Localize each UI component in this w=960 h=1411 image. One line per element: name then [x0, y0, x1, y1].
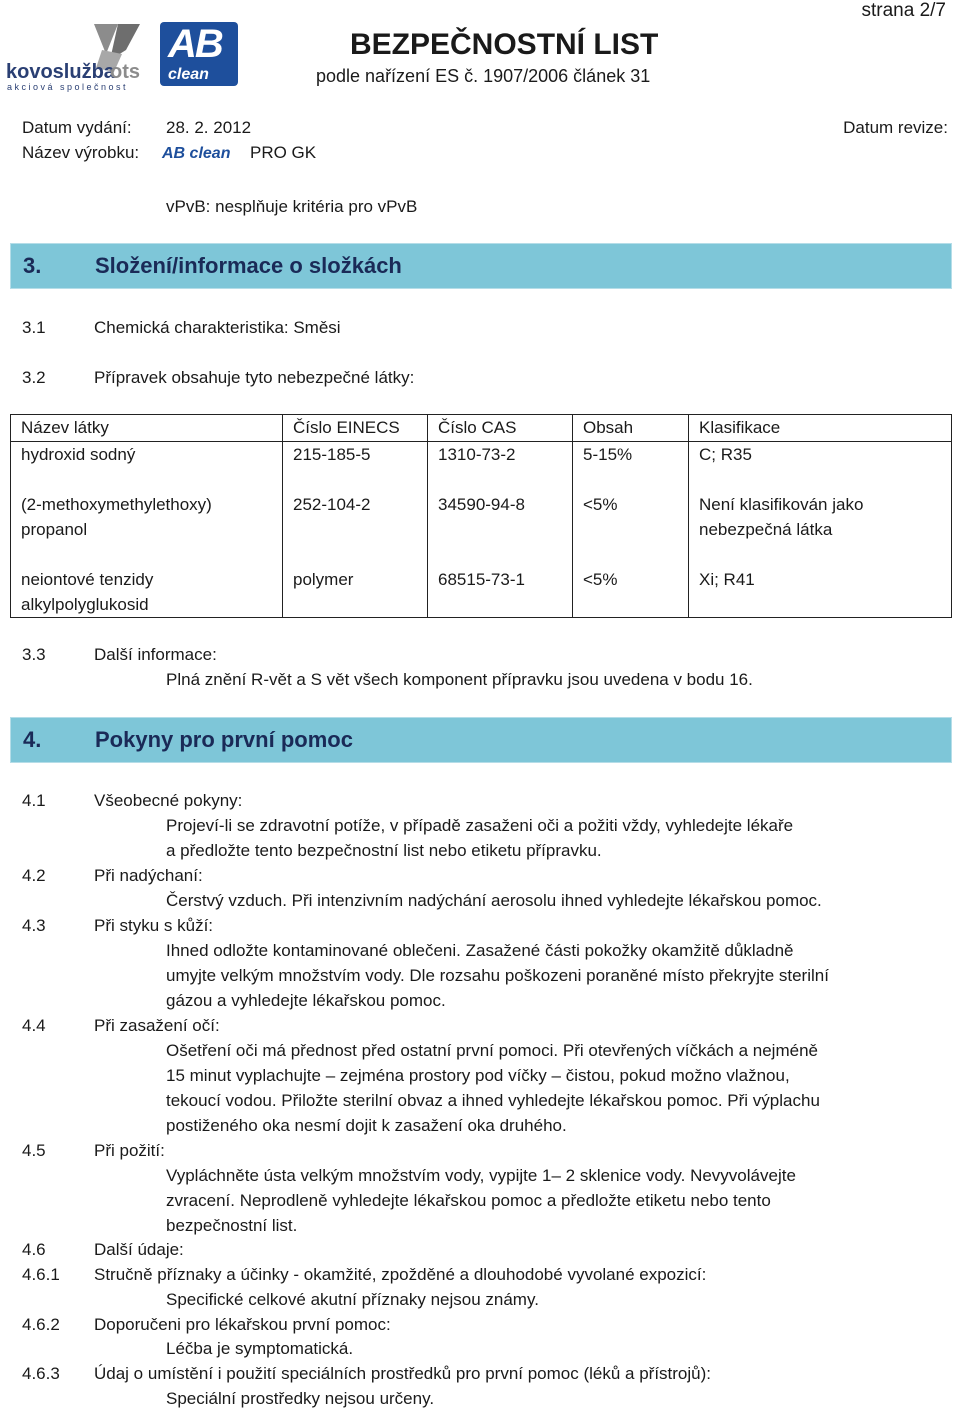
- item-text: Ihned odložte kontaminované oblečeni. Zasažené části pokožky okamžitě důkladně: [166, 941, 794, 960]
- page-number: strana 2/7: [861, 0, 946, 21]
- item-text: Léčba je symptomatická.: [166, 1339, 354, 1358]
- table-cell: hydroxid sodný: [11, 442, 283, 493]
- item-number: 3.3: [22, 645, 46, 664]
- table-cell: 68515-73-1: [428, 567, 573, 618]
- item-text: Čerstvý vzduch. Při intenzivním nadýchání aerosolu ihned vyhledejte lékařskou pomoc.: [166, 891, 822, 910]
- item-number: 4.1: [22, 791, 46, 810]
- item-label: Při požití:: [94, 1141, 165, 1160]
- item-number: 4.6: [22, 1240, 46, 1259]
- table-cell: <5%: [573, 492, 689, 567]
- item-text: Přípravek obsahuje tyto nebezpečné látky:: [94, 368, 415, 387]
- item-text: a předložte tento bezpečnostní list nebo etiketu přípravku.: [166, 841, 602, 860]
- table-cell: 1310-73-2: [428, 442, 573, 493]
- svg-text:kovoslužba: kovoslužba: [6, 61, 115, 83]
- item-label: Všeobecné pokyny:: [94, 791, 243, 810]
- item-number: 4.4: [22, 1016, 46, 1035]
- item-text: gázou a vyhledejte lékařskou pomoc.: [166, 991, 446, 1010]
- item-number: 4.3: [22, 916, 46, 935]
- brand-logo-ab: AB: [168, 22, 222, 66]
- table-header-row: [11, 415, 952, 442]
- company-logo-icon: [6, 20, 146, 92]
- table-cell: 34590-94-8: [428, 492, 573, 567]
- item-label: Při zasažení očí:: [94, 1016, 220, 1035]
- item-label: Údaj o umístění i použití speciálních prostředků pro první pomoc (léků a přístrojů):: [94, 1364, 712, 1383]
- item-text: tekoucí vodou. Přiložte sterilní obvaz a ihned vyhledejte lékařskou pomoc. Při výplachu: [166, 1091, 820, 1110]
- table-row: [11, 442, 952, 493]
- svg-text:akciová společnost: akciová společnost: [7, 82, 129, 92]
- item-text: zvracení. Neprodleně vyhledejte lékařskou pomoc a předložte etiketu nebo tento: [166, 1191, 771, 1210]
- vpvb-line: vPvB: nesplňuje kritéria pro vPvB: [166, 197, 418, 216]
- item-text: Chemická charakteristika: Směsi: [94, 318, 341, 337]
- col-header: Číslo EINECS: [283, 415, 428, 442]
- col-header: Obsah: [573, 415, 689, 442]
- item-text: Projeví-li se zdravotní potíže, v případě zasaženi oči a požiti vždy, vyhledejte lékaře: [166, 816, 794, 835]
- section-3-header: [10, 243, 952, 289]
- table-cell: 215-185-5: [283, 442, 428, 493]
- table-row: [11, 567, 952, 618]
- document-title: BEZPEČNOSTNÍ LIST: [350, 28, 659, 61]
- item-text: umyjte velkým množstvím vody. Dle rozsahu poškozeni poraněné místo překryjte sterilní: [166, 966, 829, 985]
- product-label: Název výrobku:: [22, 143, 140, 162]
- item-text: bezpečnostní list.: [166, 1216, 298, 1235]
- table-cell: (2-methoxymethylethoxy) propanol: [11, 492, 283, 567]
- item-number: 4.6.3: [22, 1364, 60, 1383]
- item-number: 4.2: [22, 866, 46, 885]
- table-cell: Není klasifikován jako nebezpečná látka: [689, 492, 952, 567]
- item-text: Vypláchněte ústa velkým množstvím vody, vypijte 1– 2 sklenice vody. Nevyvolávejte: [166, 1166, 796, 1185]
- col-header: Klasifikace: [689, 415, 952, 442]
- section-4-header: [10, 717, 952, 763]
- product-name: PRO GK: [250, 143, 317, 162]
- item-label: Další údaje:: [94, 1240, 184, 1259]
- item-text: Plná znění R-vět a S vět všech komponent přípravku jsou uvedena v bodu 16.: [166, 670, 753, 689]
- substances-table: [10, 414, 952, 618]
- svg-text:ots: ots: [110, 61, 140, 83]
- col-header: Číslo CAS: [428, 415, 573, 442]
- item-number: 3.2: [22, 368, 46, 387]
- item-label: Další informace:: [94, 645, 217, 664]
- item-label: Při styku s kůží:: [94, 916, 214, 935]
- item-text: postiženého oka nesmí dojit k zasažení oka druhého.: [166, 1116, 567, 1135]
- brand-logo: [160, 22, 238, 86]
- company-logo: [6, 20, 146, 92]
- table-cell: 5-15%: [573, 442, 689, 493]
- item-label: Stručně příznaky a účinky - okamžité, zpožděné a dlouhodobé vyvolané expozicí:: [94, 1265, 707, 1284]
- item-number: 3.1: [22, 318, 46, 337]
- item-label: Doporučeni pro lékařskou první pomoc:: [94, 1315, 391, 1334]
- issued-label: Datum vydání:: [22, 118, 132, 137]
- table-cell: polymer: [283, 567, 428, 618]
- col-header: Název látky: [11, 415, 283, 442]
- revision-label: Datum revize:: [843, 118, 948, 137]
- section-number: 4.: [23, 727, 42, 752]
- item-text: Specifické celkové akutní příznaky nejsou známy.: [166, 1290, 539, 1309]
- brand-logo-clean: clean: [168, 66, 209, 83]
- item-number: 4.6.1: [22, 1265, 60, 1284]
- item-label: Při nadýchaní:: [94, 866, 203, 885]
- issued-date: 28. 2. 2012: [166, 118, 252, 137]
- item-text: 15 minut vyplachujte – zejména prostory pod víčky – čistou, pokud možno vlažnou,: [166, 1066, 790, 1085]
- item-text: Ošetření oči má přednost před ostatní první pomoci. Při otevřených víčkách a nejméně: [166, 1041, 818, 1060]
- table-row: [11, 492, 952, 567]
- table-cell: Xi; R41: [689, 567, 952, 618]
- document-subtitle: podle nařízení ES č. 1907/2006 článek 31: [316, 66, 651, 86]
- section-number: 3.: [23, 253, 42, 278]
- table-cell: 252-104-2: [283, 492, 428, 567]
- table-cell: <5%: [573, 567, 689, 618]
- table-cell: neiontové tenzidy alkylpolyglukosid: [11, 567, 283, 618]
- section-title: Pokyny pro první pomoc: [95, 727, 353, 752]
- item-number: 4.6.2: [22, 1315, 60, 1334]
- table-cell: C; R35: [689, 442, 952, 493]
- item-number: 4.5: [22, 1141, 46, 1160]
- item-text: Speciální prostředky nejsou určeny.: [166, 1389, 435, 1408]
- section-title: Složení/informace o složkách: [95, 253, 402, 278]
- product-brand: AB clean: [162, 145, 231, 162]
